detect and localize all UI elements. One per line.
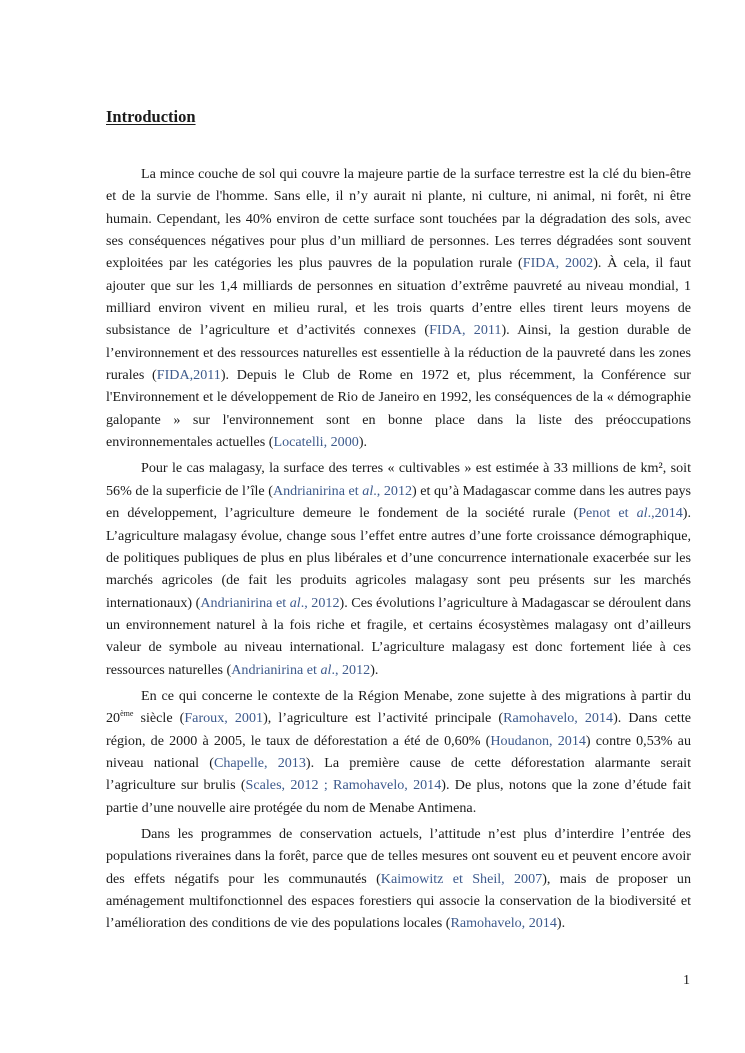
citation: Faroux, 2001 bbox=[184, 710, 264, 727]
section-title: Introduction bbox=[106, 107, 196, 126]
citation-year: .,2014 bbox=[647, 505, 683, 522]
citation-al: al bbox=[320, 661, 332, 678]
citation: FIDA,2011 bbox=[156, 367, 221, 384]
paragraph-text: ). Ces évolutions l’agriculture à Madagascar se déroulent dans un environnement naturel à la fois riche et fragile, et certains écosystèmes malagasy ont d’ailleurs valeur de symbole au niveau international. L’agriculture malagasy est donc fortement liée à ces ressources naturelles ( bbox=[106, 594, 691, 678]
paragraph-text: ), l’agriculture est l’activité principale ( bbox=[263, 710, 504, 727]
citation-author: Penot et bbox=[578, 505, 637, 522]
paragraph-text: ). bbox=[556, 915, 566, 932]
citation bbox=[200, 595, 339, 611]
paragraph-text: Dans les programmes de conservation actuels, l’attitude n’est plus d’interdire l’entrée des populations riveraines dans la forêt, parce que de telles mesures ont souvent eu et peuvent encore avoir des effets négatifs pour les communautés ( bbox=[106, 825, 691, 887]
citation-year: ., 2012 bbox=[300, 594, 340, 611]
paragraph-text: ) contre 0,53% au niveau national ( bbox=[106, 732, 691, 771]
paragraph-text: En ce qui concerne le contexte de la Région Menabe, zone sujette à des migrations à partir du 20 bbox=[106, 687, 691, 727]
page-number: 1 bbox=[683, 973, 690, 988]
citation-author: Andrianirina et bbox=[200, 594, 290, 611]
citation bbox=[578, 505, 683, 521]
citation bbox=[231, 662, 370, 678]
paragraph-text: Pour le cas malagasy, la surface des terres « cultivables » est estimée à 33 millions de km², soit 56% de la superficie de l’île ( bbox=[106, 460, 691, 499]
paragraph-text: La mince couche de sol qui couvre la majeure partie de la surface terrestre est la clé du bien-être et de la survie de l'homme. Sans elle, il n’y aurait ni plante, ni culture, ni animal, ni forêt, ni être humain. Cependant, les 40% environ de cette surface sont touchées par la dégradation des sols, avec ses conséquences négatives pour plus d’un milliard de personnes. Les terres dégradées sont souvent exploitées par les catégories les plus pauvres de la population rurale ( bbox=[106, 166, 691, 272]
citation: Ramohavelo, 2014 bbox=[503, 710, 614, 727]
paragraph-2 bbox=[106, 457, 691, 680]
citation-author: Andrianirina et bbox=[231, 661, 321, 678]
paragraph-text: ). bbox=[370, 661, 379, 678]
citation: Ramohavelo, 2014 bbox=[450, 915, 557, 932]
citation: Kaimowitz et Sheil, 2007 bbox=[380, 870, 543, 887]
paragraph-text: ). Dans cette région, de 2000 à 2005, le taux de déforestation a été de 0,60% ( bbox=[106, 710, 691, 749]
paragraph-text: ). bbox=[358, 434, 368, 451]
citation-year: ., 2012 bbox=[331, 661, 371, 678]
citation-al: al bbox=[636, 505, 648, 522]
paragraph-3 bbox=[106, 685, 691, 819]
paragraph-text: ). Ainsi, la gestion durable de l’environnement et des ressources naturelles est essentielle à la réduction de la pauvreté dans les zones rurales ( bbox=[106, 322, 692, 384]
superscript: ème bbox=[120, 709, 134, 719]
document-body bbox=[106, 163, 691, 939]
citation bbox=[273, 483, 412, 499]
citation-al: al bbox=[289, 594, 301, 611]
paragraph-text: ). Depuis le Club de Rome en 1972 et, plus récemment, la Conférence sur l'Environnement et le développement de Rio de Janeiro en 1992, les conséquences de la « démographie galopante » sur l'environnement sont en bonne place dans la liste des préoccupations environnementales actuelles ( bbox=[106, 367, 692, 451]
citation-al: al bbox=[362, 482, 374, 499]
paragraph-text: ). De plus, notons que la zone d’étude fait partie d’une nouvelle aire protégée du nom de Menabe Antimena. bbox=[106, 777, 692, 816]
paragraph-text: ). À cela, il faut ajouter que sur les 1,4 milliards de personnes en situation d’extrême pauvreté au niveau mondial, 1 milliard environ vivent en milieu rural, et les trois quarts d’entre elles tirent leurs moyens de subsistance de l’agriculture et d’activités connexes ( bbox=[106, 255, 692, 339]
citation: Scales, 2012 ; Ramohavelo, 2014 bbox=[245, 777, 442, 794]
paragraph-4 bbox=[106, 823, 691, 935]
citation: FIDA, 2011 bbox=[429, 322, 502, 339]
paragraph-text: siècle ( bbox=[133, 710, 185, 727]
citation: Chapelle, 2013 bbox=[213, 754, 306, 771]
citation-year: ., 2012 bbox=[373, 482, 413, 499]
paragraph-text: ) et qu’à Madagascar comme dans les autres pays en développement, l’agriculture demeure le fondement de la société rurale ( bbox=[106, 482, 692, 522]
citation: Locatelli, 2000 bbox=[273, 434, 359, 451]
citation-author: Andrianirina et bbox=[272, 482, 363, 499]
paragraph-text: ), mais de proposer un aménagement multifonctionnel des espaces forestiers qui associe la conservation de la biodiversité et l’amélioration des conditions de vie des populations locales ( bbox=[106, 870, 691, 932]
citation: FIDA, 2002 bbox=[522, 255, 594, 272]
paragraph-text: ). La première cause de cette déforestation alarmante serait l’agriculture sur brulis ( bbox=[106, 754, 691, 794]
citation: Houdanon, 2014 bbox=[490, 732, 586, 749]
paragraph-text: ). L’agriculture malagasy évolue, change sous l’effet entre autres d’une forte croissance démographique, de politiques publiques de plus en plus libérales et d’une concurrence internationale exacerbée sur les marchés agricoles (de fait les produits agricoles malagasy sont peu présents sur les marchés internationaux) ( bbox=[106, 505, 692, 611]
paragraph-1 bbox=[106, 163, 691, 453]
